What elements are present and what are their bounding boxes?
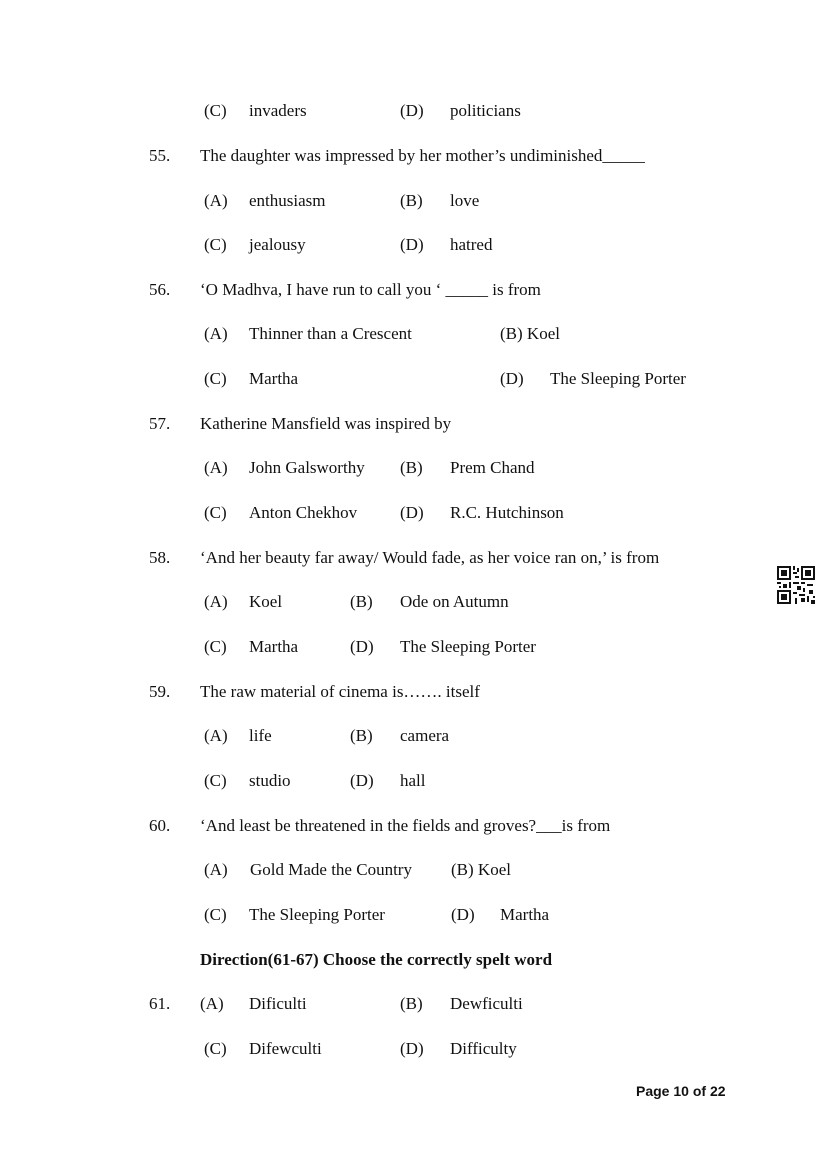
option-text: camera [400, 726, 450, 745]
option-text: love [450, 191, 480, 210]
question-number: 61. [149, 994, 171, 1013]
option-label: (A) [204, 458, 228, 477]
question-text: The raw material of cinema is……. itself [200, 682, 480, 701]
page-of: of [692, 1083, 707, 1099]
option-text: studio [249, 771, 291, 790]
question-text: Katherine Mansfield was inspired by [200, 414, 452, 433]
option-label: (D) [400, 503, 424, 522]
option-text: hatred [450, 235, 493, 254]
option-label: (C) [204, 637, 227, 656]
option-text: Martha [249, 637, 299, 656]
option-text: Thinner than a Crescent [249, 324, 412, 343]
option-label: (A) [204, 324, 228, 343]
question-text: ‘And least be threatened in the fields and groves?___is from [200, 816, 611, 835]
option-label: (B) [400, 994, 423, 1013]
question-text: ‘And her beauty far away/ Would fade, as her voice ran on,’ is from [200, 548, 660, 567]
option-label: (C) [204, 369, 227, 388]
option-text: Anton Chekhov [249, 503, 358, 522]
option-label: (C) [204, 1039, 227, 1058]
option-label: (C) [204, 235, 227, 254]
option-text: hall [400, 771, 426, 790]
option-label: (D) [400, 101, 424, 120]
option-label: (A) [204, 860, 228, 879]
option-text: The Sleeping Porter [249, 905, 385, 924]
qr-code [777, 566, 815, 604]
option-label: (D) [400, 235, 424, 254]
direction-heading: Direction(61-67) Choose the correctly spelt word [200, 950, 553, 969]
question-number: 60. [149, 816, 171, 835]
option-text: Ode on Autumn [400, 592, 509, 611]
option-text: invaders [249, 101, 307, 120]
option-label: (C) [204, 905, 227, 924]
option-label: (B) [400, 191, 423, 210]
option-label: (A) [204, 191, 228, 210]
option-text: The Sleeping Porter [400, 637, 536, 656]
option-text: Prem Chand [450, 458, 535, 477]
page-label: Page [636, 1083, 670, 1099]
option-label: (D) [400, 1039, 424, 1058]
option-text: (B) Koel [500, 324, 560, 343]
option-label: (D) [500, 369, 524, 388]
option-label: (C) [204, 771, 227, 790]
question-number: 59. [149, 682, 171, 701]
option-text: Martha [249, 369, 299, 388]
question-text: ‘O Madhva, I have run to call you ‘ _____ is from [200, 280, 541, 299]
option-text: Koel [249, 592, 283, 611]
option-label: (B) [350, 726, 373, 745]
option-text: Difficulty [450, 1039, 517, 1058]
option-text: (B) Koel [451, 860, 511, 879]
option-text: Gold Made the Country [250, 860, 412, 879]
option-label: (A) [204, 592, 228, 611]
question-number: 56. [149, 280, 171, 299]
option-text: R.C. Hutchinson [450, 503, 564, 522]
question-number: 57. [149, 414, 171, 433]
option-text: politicians [450, 101, 521, 120]
question-text: The daughter was impressed by her mother’s undiminished_____ [200, 146, 645, 165]
option-text: The Sleeping Porter [550, 369, 686, 388]
page-footer [636, 1081, 726, 1101]
option-text: Martha [500, 905, 550, 924]
option-text: life [249, 726, 272, 745]
option-text: enthusiasm [249, 191, 326, 210]
option-text: Difewculti [249, 1039, 322, 1058]
option-text: Dificulti [249, 994, 307, 1013]
question-number: 55. [149, 146, 171, 165]
page-number: 10 [673, 1083, 689, 1099]
question-number: 58. [149, 548, 171, 567]
option-label: (D) [350, 771, 374, 790]
option-label: (A) [200, 994, 224, 1013]
page-total: 22 [709, 1083, 726, 1099]
option-label: (B) [400, 458, 423, 477]
option-label: (D) [350, 637, 374, 656]
option-text: jealousy [249, 235, 306, 254]
option-label: (B) [350, 592, 373, 611]
option-text: Dewficulti [450, 994, 523, 1013]
option-label: (D) [451, 905, 475, 924]
option-label: (A) [204, 726, 228, 745]
option-label: (C) [204, 101, 227, 120]
option-text: John Galsworthy [249, 458, 365, 477]
option-label: (C) [204, 503, 227, 522]
